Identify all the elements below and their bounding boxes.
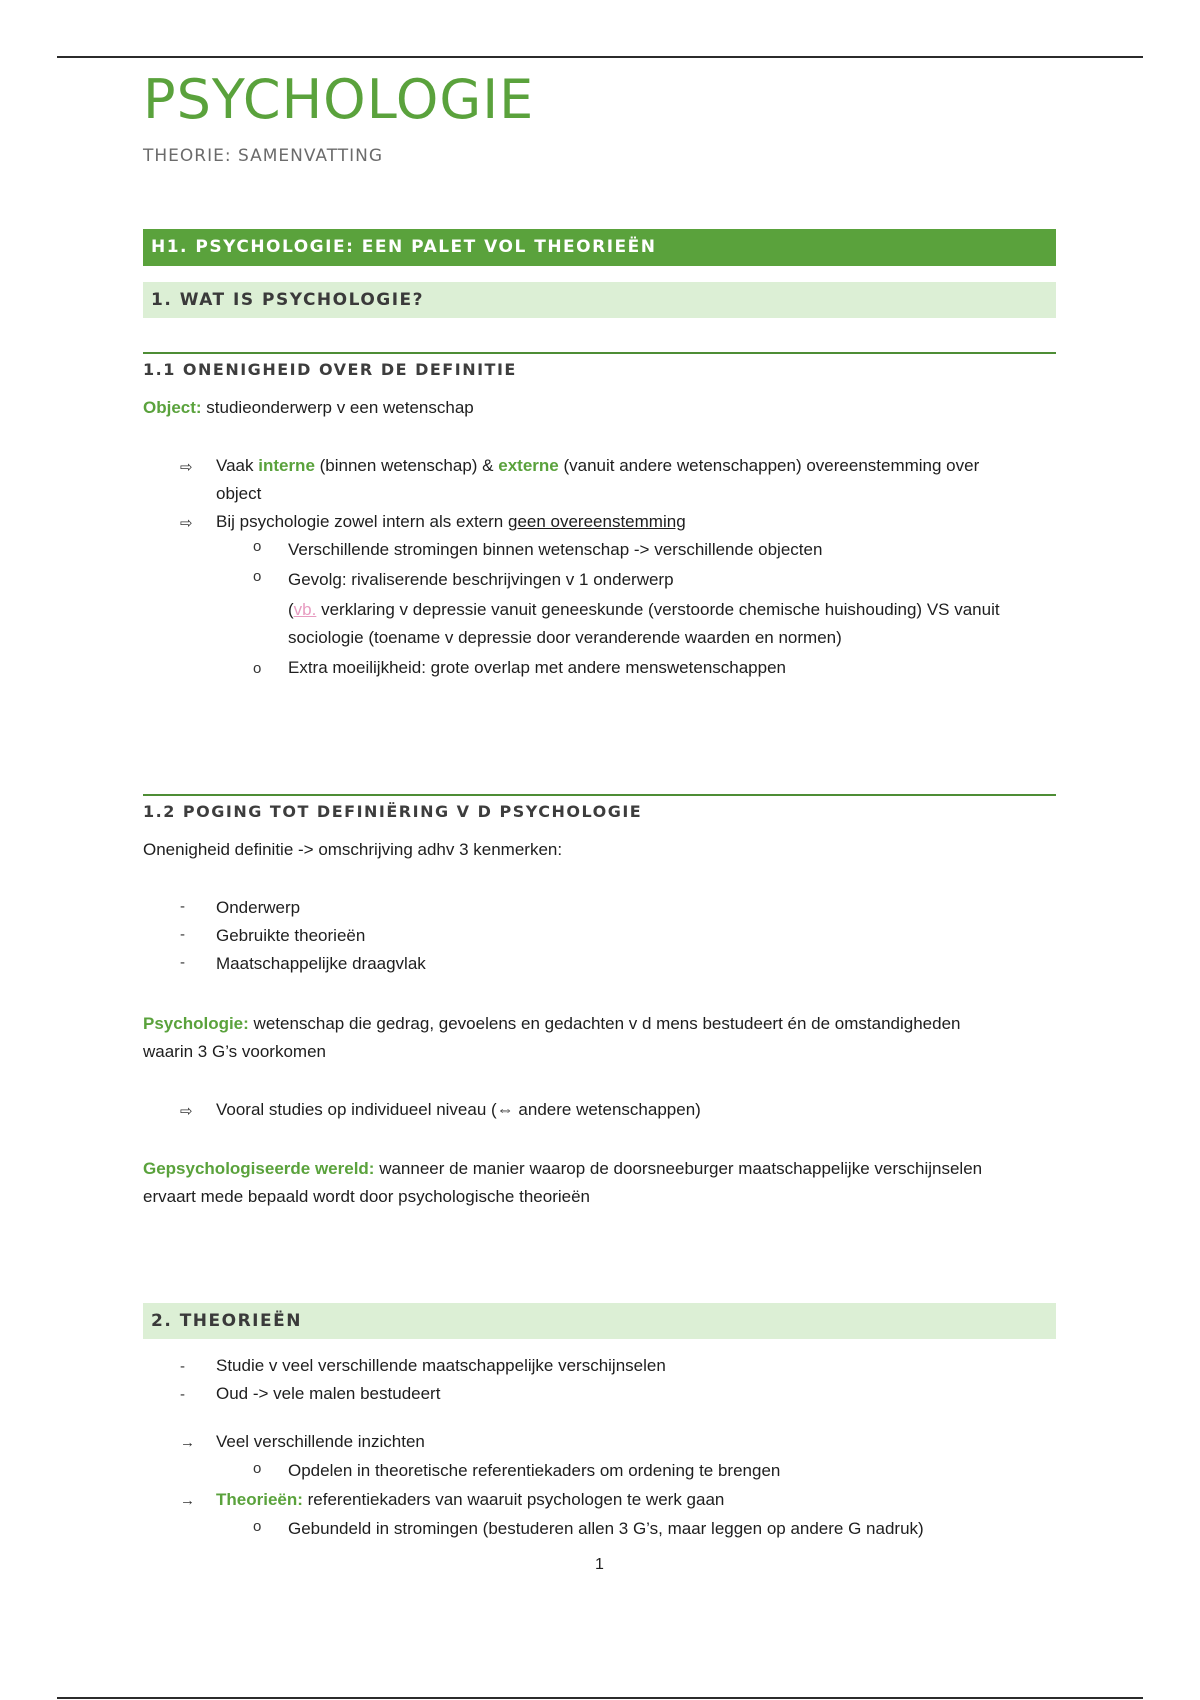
dash-bullet-icon: - — [180, 954, 185, 971]
example-text: (vb. verklaring v depressie vanuit geneeskunde (verstoorde chemische huishouding) VS vanuit sociologie (toename v depressie door veranderende waarden en normen) — [288, 600, 1000, 647]
subsection-heading-1-1: 1.1 ONENIGHEID OVER DE DEFINITIE — [143, 352, 1056, 379]
circle-bullet-icon: o — [253, 660, 262, 677]
dash-bullet-icon: - — [180, 1358, 185, 1375]
outline-arrow-icon: ⇨ — [180, 515, 193, 532]
section-heading-2: 2. THEORIEËN — [143, 1303, 1056, 1339]
circle-bullet-icon: o — [253, 1518, 262, 1535]
definition-psychologie: Psychologie: wetenschap die gedrag, gevoelens en gedachten v d mens bestudeert én de omstandigheden waarin 3 G’s voorkomen — [143, 1014, 961, 1061]
term-object: Object: — [143, 398, 202, 417]
subsection-heading-1-2: 1.2 POGING TOT DEFINIËRING V D PSYCHOLOGIE — [143, 794, 1056, 821]
arrow-item: Veel verschillende inzichten — [216, 1432, 425, 1451]
list-item: Maatschappelijke draagvlak — [216, 954, 426, 973]
sub-bullet: Gevolg: rivaliserende beschrijvingen v 1 onderwerp — [288, 570, 674, 589]
list-item: Gebruikte theorieën — [216, 926, 366, 945]
definition-object: Object: studieonderwerp v een wetenschap — [143, 398, 474, 417]
page-number: 1 — [595, 1556, 604, 1573]
section-heading-1: 1. WAT IS PSYCHOLOGIE? — [143, 282, 1056, 318]
dash-bullet-icon: - — [180, 898, 185, 915]
list-item: Oud -> vele malen bestudeert — [216, 1384, 441, 1403]
sub-bullet: Extra moeilijkheid: grote overlap met andere menswetenschappen — [288, 658, 786, 677]
bullet-individual-level: Vooral studies op individueel niveau (⇔ andere wetenschappen) — [216, 1100, 701, 1119]
arrow-right-icon: → — [180, 1492, 195, 1509]
circle-bullet-icon: o — [253, 568, 262, 585]
arrow-right-icon: → — [180, 1434, 195, 1451]
chapter-heading: H1. PSYCHOLOGIE: EEN PALET VOL THEORIEËN — [143, 229, 1056, 266]
outline-arrow-icon: ⇨ — [180, 459, 193, 476]
list-item: Studie v veel verschillende maatschappelijke verschijnselen — [216, 1356, 666, 1375]
sub-bullet: Verschillende stromingen binnen wetenschap -> verschillende objecten — [288, 540, 823, 559]
arrow-item-theorieen: Theorieën: referentiekaders van waaruit psychologen te werk gaan — [216, 1490, 725, 1509]
outline-arrow-icon: ⇨ — [180, 1103, 193, 1120]
sub-bullet: Gebundeld in stromingen (bestuderen allen 3 G’s, maar leggen op andere G nadruk) — [288, 1519, 924, 1538]
list-item: Onderwerp — [216, 898, 301, 917]
document-title: PSYCHOLOGIE — [143, 68, 535, 131]
definition-gepsychologiseerde-wereld: Gepsychologiseerde wereld: wanneer de manier waarop de doorsneeburger maatschappelijke verschijnselen ervaart mede bepaald wordt door psychologische theorieën — [143, 1159, 983, 1206]
intro-text: Onenigheid definitie -> omschrijving adhv 3 kenmerken: — [143, 840, 563, 859]
dash-bullet-icon: - — [180, 926, 185, 943]
document-subtitle: THEORIE: SAMENVATTING — [143, 146, 384, 166]
dash-bullet-icon: - — [180, 1386, 185, 1403]
circle-bullet-icon: o — [253, 538, 262, 555]
sub-bullet: Opdelen in theoretische referentiekaders om ordening te brengen — [288, 1461, 781, 1480]
footer-rule — [57, 1697, 1143, 1699]
circle-bullet-icon: o — [253, 1460, 262, 1477]
header-rule — [57, 56, 1143, 58]
bullet-no-consensus: Bij psychologie zowel intern als extern geen overeenstemming — [216, 512, 686, 531]
bullet-consensus: Vaak interne (binnen wetenschap) & externe (vanuit andere wetenschappen) overeenstemming over object — [216, 456, 980, 503]
